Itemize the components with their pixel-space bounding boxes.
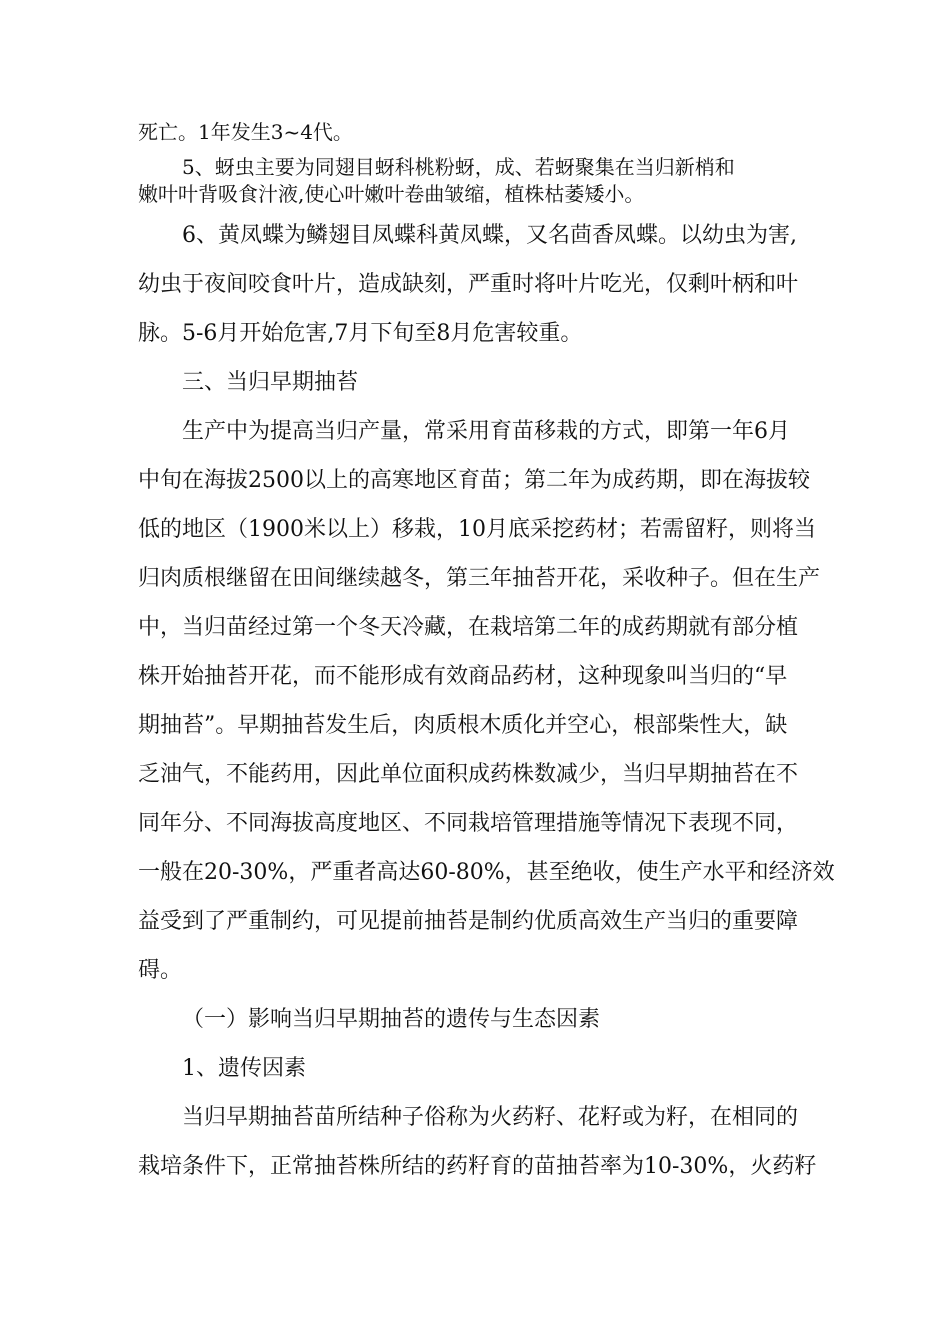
subsection-heading: （一）影响当归早期抽苔的遗传与生态因素 [182,1007,601,1032]
text-line: 死亡。1年发生3~4代。 [138,120,353,144]
text-line: 栽培条件下，正常抽苔株所结的药籽育的苗抽苔率为10-30%，火药籽 [138,1154,817,1179]
text-line: 嫩叶叶背吸食汁液,使心叶嫩叶卷曲皱缩，植株枯萎矮小。 [138,182,645,206]
text-line: 期抽苔”。早期抽苔发生后，肉质根木质化并空心，根部柴性大，缺 [138,713,788,738]
text-line: 中，当归苗经过第一个冬天冷藏，在栽培第二年的成药期就有部分植 [138,615,799,640]
text-line: 一般在20-30%，严重者高达60-80%，甚至绝收，使生产水平和经济效 [138,860,835,885]
text-line: 幼虫于夜间咬食叶片，造成缺刻，严重时将叶片吃光，仅剩叶柄和叶 [138,272,799,297]
text-line: 株开始抽苔开花，而不能形成有效商品药材，这种现象叫当归的“早 [138,664,788,689]
text-line: 5、蚜虫主要为同翅目蚜科桃粉蚜，成、若蚜聚集在当归新梢和 [182,155,735,179]
text-line: 脉。5-6月开始危害,7月下旬至8月危害较重。 [138,321,583,346]
text-line: 归肉质根继留在田间继续越冬，第三年抽苔开花，采收种子。但在生产 [138,566,821,591]
text-line: 6、黄凤蝶为鳞翅目凤蝶科黄凤蝶，又名茴香凤蝶。以幼虫为害, [182,223,797,248]
text-line: 同年分、不同海拔高度地区、不同栽培管理措施等情况下表现不同， [138,811,799,836]
text-line: 当归早期抽苔苗所结种子俗称为火药籽、花籽或为籽，在相同的 [182,1105,799,1130]
text-line: 乏油气，不能药用，因此单位面积成药株数减少，当归早期抽苔在不 [138,762,799,787]
text-line: 益受到了严重制约，可见提前抽苔是制约优质高效生产当归的重要障 [138,909,799,934]
text-line: 中旬在海拔2500以上的高寒地区育苗；第二年为成药期，即在海拔较 [138,468,810,493]
text-line: 低的地区（1900米以上）移栽，10月底采挖药材；若需留籽，则将当 [138,517,816,542]
text-line: 碍。 [138,958,183,983]
subsection-heading: 1、遗传因素 [182,1056,306,1081]
section-heading: 三、当归早期抽苔 [182,370,359,395]
text-line: 生产中为提高当归产量，常采用育苗移栽的方式，即第一年6月 [182,419,790,444]
